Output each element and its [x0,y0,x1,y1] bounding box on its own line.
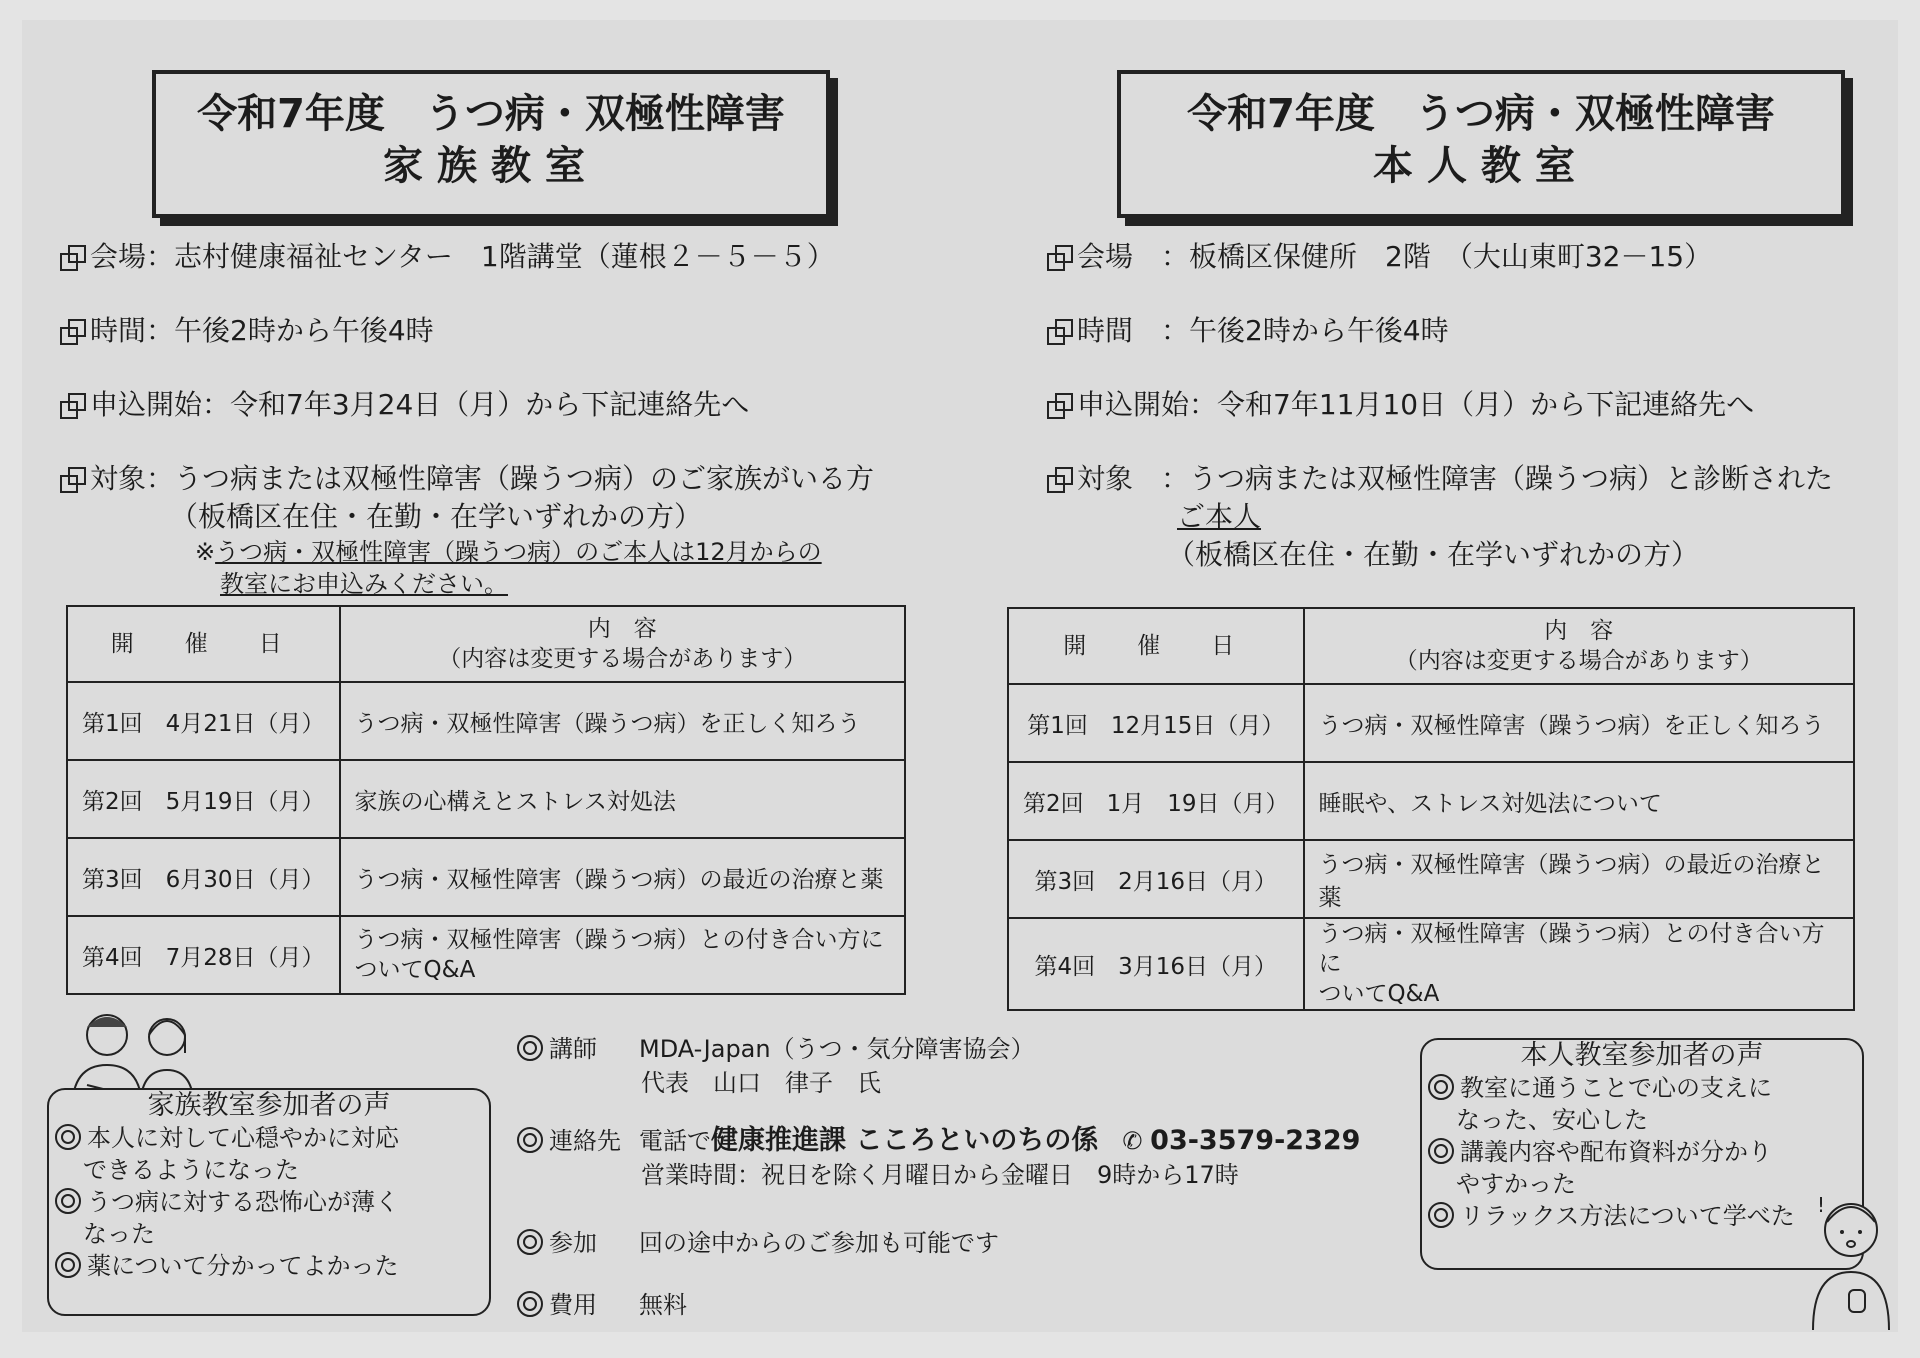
patient-voice-title: 本人教室参加者の声 [1520,1040,1764,1071]
row4-content-line1: うつ病・双極性障害（躁うつ病）との付き合い方に [354,927,884,953]
patient-target: 対象 ：うつ病または双極性障害（躁うつ病）と診断された ご本人 （板橋区在住・在勤・在学いずれかの方） [1047,460,1907,574]
table-row: 第1回 4月21日（月） うつ病・双極性障害（躁うつ病）を正しく知ろう [67,682,905,760]
square-bullet-icon [1047,467,1073,491]
ring-bullet-icon [55,1124,81,1150]
ring-bullet-icon [1428,1074,1454,1100]
square-bullet-icon [60,467,86,491]
table-header-date: 開 催 日 [1008,608,1304,684]
patient-class-panel [1007,20,1897,1332]
info-contact: 連絡先 電話で健康推進課 こころといのちの係 ✆ 03-3579-2329 営業時間：祝日を除く月曜日から金曜日 9時から17時 [517,1124,1417,1192]
svg-text:!: ! [1817,1193,1826,1217]
ring-bullet-icon [1428,1202,1454,1228]
patient-time: 時間 ：午後2時から午後4時 [1047,312,1449,350]
table-header-date: 開 催 日 [67,606,340,682]
square-bullet-icon [60,245,86,269]
patient-person-illustration [1805,1190,1897,1330]
family-time: 時間：午後2時から午後4時 [60,312,434,350]
ring-bullet-icon [517,1229,543,1255]
patient-apply: 申込開始：令和7年11月10日（月）から下記連絡先へ [1047,386,1754,424]
family-target: 対象：うつ病または双極性障害（躁うつ病）のご家族がいる方 （板橋区在住・在勤・在学いずれかの方） ※うつ病・双極性障害（躁うつ病）のご本人は12月からの 教室にお申込みください。 [60,460,960,600]
family-venue: 会場：志村健康福祉センター 1階講堂（蓮根２－５－５） [60,238,835,276]
info-lecturer: 講師 MDA-Japan（うつ・気分障害協会） 代表 山口 律子 氏 [517,1032,1417,1100]
patient-venue: 会場 ：板橋区保健所 2階 （大山東町32－15） [1047,238,1712,276]
ring-bullet-icon [55,1188,81,1214]
patient-schedule-table [1007,607,1855,1011]
phone-icon: ✆ [1122,1127,1143,1155]
table-row: 第3回 2月16日（月） うつ病・双極性障害（躁うつ病）の最近の治療と薬 [1008,840,1854,918]
ring-bullet-icon [55,1252,81,1278]
family-voice-box: 家族教室参加者の声 本人に対して心穏やかに対応 できるようになった うつ病に対する恐怖心が薄く なった 薬について分かってよかった [47,1088,491,1316]
family-title-line2: 家族教室 [383,143,599,189]
patient-voice-box: 本人教室参加者の声 教室に通うことで心の支えに なった、安心した 講義内容や配布資料が分かり やすかった リラックス方法について学べた [1420,1038,1864,1270]
square-bullet-icon [1047,319,1073,343]
table-row: 第3回 6月30日（月） うつ病・双極性障害（躁うつ病）の最近の治療と薬 [67,838,905,916]
family-schedule-table [66,605,906,995]
table-row: 第4回 3月16日（月） うつ病・双極性障害（躁うつ病）との付き合い方に ついてQ&A [1008,918,1854,1010]
ring-bullet-icon [1428,1138,1454,1164]
square-bullet-icon [1047,393,1073,417]
family-apply: 申込開始：令和7年3月24日（月）から下記連絡先へ [60,386,749,424]
table-row: 第4回 7月28日（月） うつ病・双極性障害（躁うつ病）との付き合い方に ついてQ&A [67,916,905,994]
table-row: 第2回 1月 19日（月） 睡眠や、ストレス対処法について [1008,762,1854,840]
patient-class-title-box [1117,70,1845,218]
flyer-sheet [22,20,1898,1332]
table-row: 第2回 5月19日（月） 家族の心構えとストレス対処法 [67,760,905,838]
square-bullet-icon [60,319,86,343]
square-bullet-icon [60,393,86,417]
table-row: 第1回 12月15日（月） うつ病・双極性障害（躁うつ病）を正しく知ろう [1008,684,1854,762]
table-header-content: 内 容 （内容は変更する場合があります） [1304,608,1854,684]
patient-title-line1: 令和7年度 うつ病・双極性障害 [1187,91,1775,137]
table-header-content: 内 容 （内容は変更する場合があります） [340,606,905,682]
square-bullet-icon [1047,245,1073,269]
family-title-line1: 令和7年度 うつ病・双極性障害 [197,91,785,137]
patient-title-line2: 本人教室 [1373,143,1589,189]
info-join: 参加 回の途中からのご参加も可能です [517,1226,1217,1260]
ring-bullet-icon [517,1291,543,1317]
family-class-title-box [152,70,830,218]
info-fee: 費用 無料 [517,1288,1017,1322]
ring-bullet-icon [517,1035,543,1061]
family-note: ※うつ病・双極性障害（躁うつ病）のご本人は12月からの [195,538,822,566]
family-voice-title: 家族教室参加者の声 [147,1090,391,1121]
ring-bullet-icon [517,1127,543,1153]
